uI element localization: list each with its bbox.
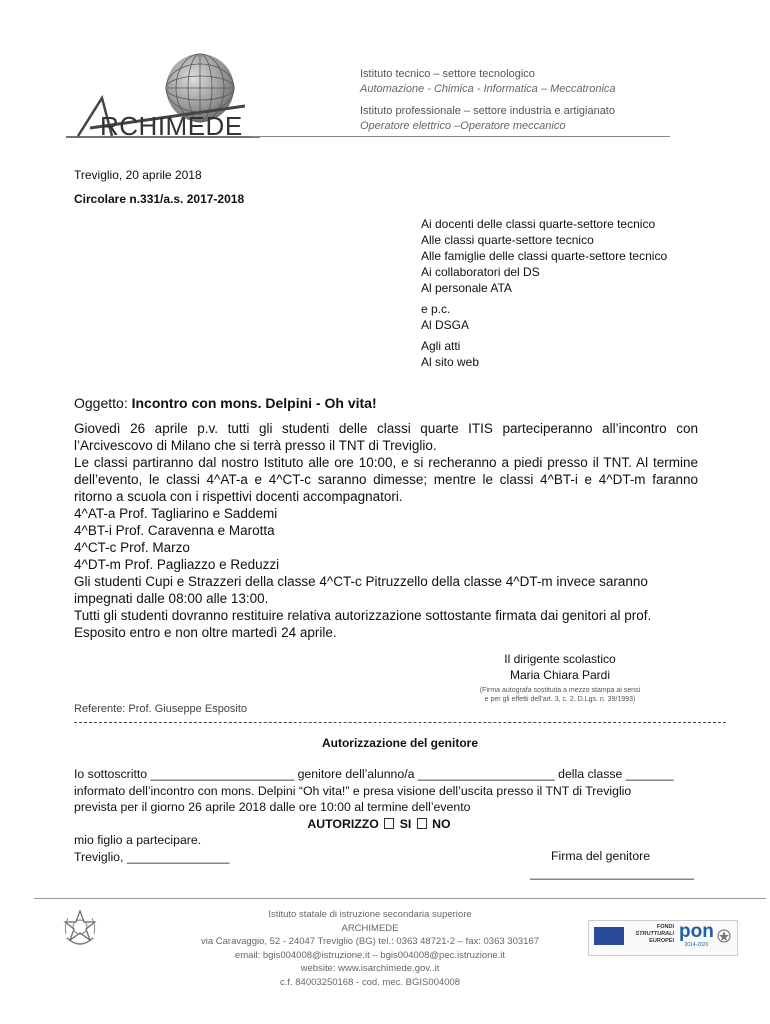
class-line: 4^CT-c Prof. Marzo (74, 540, 190, 555)
paragraph: Le classi partiranno dal nostro Istituto alle ore 10:00, e si recheranno a piedi presso il TNT. Al termine dell’evento, le classi 4^AT-a e 4^CT-c saranno dimesse; mentre le classi 4^BT-i e 4^DT-m faranno ritorno a scuola con i rispettivi docenti accompagnatori. (74, 455, 698, 504)
recipient: Agli atti (421, 339, 461, 353)
recipient: Ai collaboratori del DS (421, 265, 540, 279)
recipient: Alle classi quarte-settore tecnico (421, 233, 594, 247)
paragraph: Giovedì 26 aprile p.v. tutti gli studenti delle classi quarte ITIS parteciperanno all’incontro con l’Arcivescovo di Milano che si terrà presso il TNT di Treviglio. (74, 421, 698, 453)
paragraph: Tutti gli studenti dovranno restituire relativa autorizzazione sottostante firmata dai genitori al prof. Esposito entro e non oltre martedì 24 aprile. (74, 608, 652, 640)
header-line-3: Istituto professionale – settore industria e artigianato (360, 105, 615, 117)
recipients-list (421, 216, 721, 370)
pon-logo (679, 922, 714, 948)
cut-line (74, 722, 726, 723)
republic-emblem-icon (717, 929, 731, 943)
circolare-number: Circolare n.331/a.s. 2017-2018 (74, 192, 245, 206)
parent-signature-line: ________________________ (530, 866, 695, 880)
recipient: Ai docenti delle classi quarte-settore tecnico (421, 217, 656, 231)
footer-rule (34, 898, 766, 899)
logo-wordmark-text: RCHIMEDE (100, 111, 243, 141)
header-line-1: Istituto tecnico – settore tecnologico (360, 68, 535, 80)
form-line: prevista per il giorno 26 aprile 2018 dalle ore 10:00 al termine dell’evento (74, 800, 471, 814)
footer-line: email: bgis004008@istruzione.it – bgis004008@pec.istruzione.it (234, 949, 506, 961)
class-line: 4^BT-i Prof. Caravenna e Marotta (74, 523, 275, 538)
footer-line: c.f. 84003250168 - cod. mec. BGIS004008 (279, 976, 461, 988)
no-label: NO (432, 816, 451, 831)
paragraph: Gli studenti Cupi e Strazzeri della classe 4^CT-c Pitruzzello della classe 4^DT-m invece saranno impegnati dalle 08:00 alle 13:00. (74, 574, 648, 606)
logo-wordmark (100, 111, 243, 142)
autorizzo-line (74, 816, 714, 833)
subject-line (74, 395, 377, 411)
signature-note: e per gli effetti dell'art. 3, c. 2, D.Lgs. n. 39/1993) (484, 696, 636, 703)
form-line: Io sottoscritto _____________________ genitore dell’alunno/a ____________________ della classe _______ (74, 767, 674, 781)
si-label: SI (399, 816, 412, 831)
recipient: Al personale ATA (421, 281, 512, 295)
autorizzo-label: AUTORIZZO (307, 816, 379, 831)
subject-label: Oggetto: (74, 395, 132, 411)
footer-line: website: www.isarchimede.gov..it (300, 963, 440, 974)
pon-text: pon (679, 921, 714, 942)
pon-banner (588, 920, 738, 956)
header-rule (250, 136, 670, 137)
footer-line: Istituto statale di istruzione secondaria superiore (268, 909, 472, 920)
institute-header (360, 68, 680, 132)
signature-block (410, 651, 710, 704)
form-line: mio figlio a partecipare. (74, 833, 202, 847)
class-line: 4^AT-a Prof. Tagliarino e Saddemi (74, 506, 278, 521)
place-date: Treviglio, 20 aprile 2018 (74, 168, 202, 182)
parent-signature-label: Firma del genitore (551, 849, 651, 863)
signer-name: Maria Chiara Pardi (509, 668, 611, 682)
checkbox-no[interactable] (417, 818, 427, 829)
recipient: Alle famiglie delle classi quarte-settore tecnico (421, 249, 668, 263)
signature-note: (Firma autografa sostituita a mezzo stampa ai sensi (479, 687, 641, 694)
recipient: Al DSGA (421, 318, 470, 332)
footer-line: via Caravaggio, 52 - 24047 Treviglio (BG) tel.: 0363 48721-2 – fax: 0363 303167 (201, 936, 539, 947)
form-place: Treviglio, _______________ (74, 849, 230, 864)
footer-info (160, 908, 580, 989)
header-line-4: Operatore elettrico –Operatore meccanico (360, 120, 566, 132)
fondi-line: EUROPEI (649, 938, 674, 944)
recipient: Al sito web (421, 355, 480, 369)
pon-years: 2014-2020 (684, 942, 709, 948)
referente: Referente: Prof. Giuseppe Esposito (74, 703, 248, 715)
checkbox-si[interactable] (384, 818, 394, 829)
subject-text: Incontro con mons. Delpini - Oh vita! (131, 395, 377, 411)
footer-line: ARCHIMEDE (341, 922, 399, 934)
fondi-label (629, 924, 674, 945)
signer-role: Il dirigente scolastico (504, 652, 616, 666)
header-line-2: Automazione - Chimica - Informatica – Meccatronica (360, 83, 616, 95)
letter-body (74, 420, 698, 641)
italian-emblem-icon (62, 908, 98, 948)
form-line: informato dell’incontro con mons. Delpini “Oh vita!” e presa visione dell’uscita presso il TNT di Treviglio (74, 783, 632, 798)
fondi-line: STRUTTURALI (635, 931, 674, 937)
class-line: 4^DT-m Prof. Pagliazzo e Reduzzi (74, 557, 280, 572)
form-title: Autorizzazione del genitore (321, 736, 478, 750)
recipient: e p.c. (421, 302, 451, 316)
fondi-line: FONDI (656, 924, 674, 930)
eu-flag-icon (594, 927, 624, 945)
